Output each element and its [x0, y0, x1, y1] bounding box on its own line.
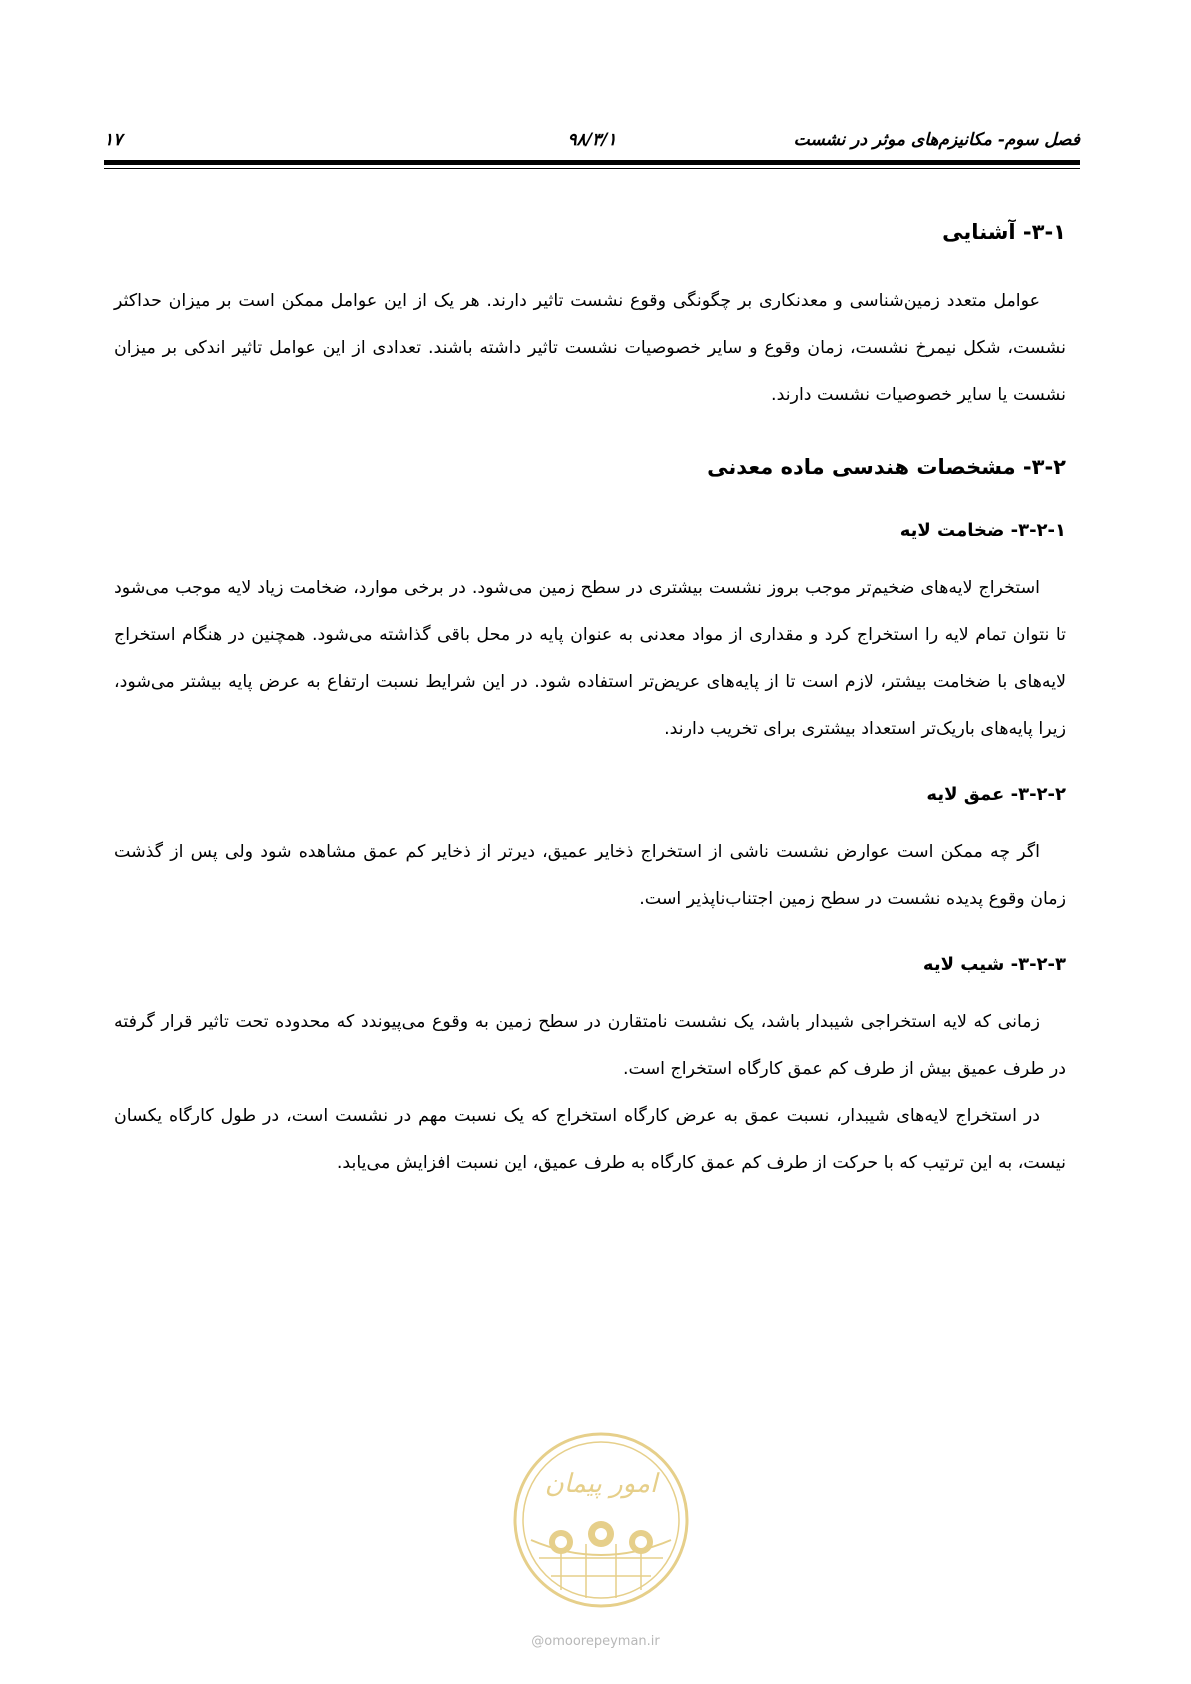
page-number: ۱۷: [104, 130, 123, 150]
chapter-title: فصل سوم- مکانیزم‌های موثر در نشست: [793, 130, 1080, 150]
paragraph-layer-thickness: استخراج لایه‌های ضخیم‌تر موجب بروز نشست بیشتری در سطح زمین می‌شود. در برخی موارد، ضخامت زیاد لایه موجب می‌شود تا نتوان تمام لایه را استخراج کرد و مقداری از مواد معدنی به عنوان پایه در محل باقی گذاشته می‌شود. همچنین در هنگام استخراج لایه‌های با ضخامت بیشتر، لازم است تا از پایه‌های عریض‌تر استفاده شود. در این شرایط نسبت ارتفاع به عرض پایه بیشتر می‌شود، زیرا پایه‌های باریک‌تر استعداد بیشتری برای تخریب دارند.: [114, 578, 1066, 739]
watermark-logo: [511, 1430, 691, 1610]
header-rule-thick: [104, 160, 1080, 165]
paragraph-introduction: عوامل متعدد زمین‌شناسی و معدنکاری بر چگونگی وقوع نشست تاثیر دارند. هر یک از این عوامل ممکن است بر میزان حداکثر نشست، شکل نیمرخ نشست، زمان وقوع و سایر خصوصیات نشست تاثیر داشته باشند. تعدادی از این عوامل تاثیر اندکی بر میزان نشست یا سایر خصوصیات نشست دارند.: [114, 291, 1066, 405]
paragraph-layer-dip-2: در استخراج لایه‌های شیبدار، نسبت عمق به عرض کارگاه استخراج که یک نسبت مهم در نشست است، در طول کارگاه یکسان نیست، به این ترتیب که با حرکت از طرف کم عمق کارگاه به طرف عمیق، این نسبت افزایش می‌یابد.: [114, 1106, 1066, 1173]
watermark-logo-text: امور پیمان: [544, 1469, 658, 1499]
watermark-url: @omoorepeyman.ir: [531, 1634, 660, 1649]
section-heading-3-2-3: ۳-۲-۳- شیب لایه: [922, 954, 1066, 975]
document-body: [114, 212, 1066, 1187]
section-heading-3-2: ۳-۲- مشخصات هندسی ماده معدنی: [707, 455, 1066, 479]
section-heading-3-2-2: ۳-۲-۲- عمق لایه: [926, 784, 1066, 805]
paragraph-layer-depth: اگر چه ممکن است عوارض نشست ناشی از استخراج ذخایر عمیق، دیرتر از ذخایر کم عمق مشاهده شود ولی پس از گذشت زمان وقوع پدیده نشست در سطح زمین اجتناب‌ناپذیر است.: [114, 842, 1066, 909]
header-rule-thin: [104, 168, 1080, 169]
header-date: ۹۸/۳/۱: [567, 130, 617, 150]
section-heading-3-1: ۳-۱- آشنایی: [942, 220, 1066, 244]
paragraph-layer-dip-1: زمانی که لایه استخراجی شیبدار باشد، یک نشست نامتقارن در سطح زمین به وقوع می‌پیوندد که محدوده تحت تاثیر قرار گرفته در طرف عمیق بیش از طرف کم عمق کارگاه استخراج است.: [114, 1012, 1066, 1079]
section-heading-3-2-1: ۳-۲-۱- ضخامت لایه: [899, 520, 1066, 541]
page-header: [104, 126, 1080, 154]
